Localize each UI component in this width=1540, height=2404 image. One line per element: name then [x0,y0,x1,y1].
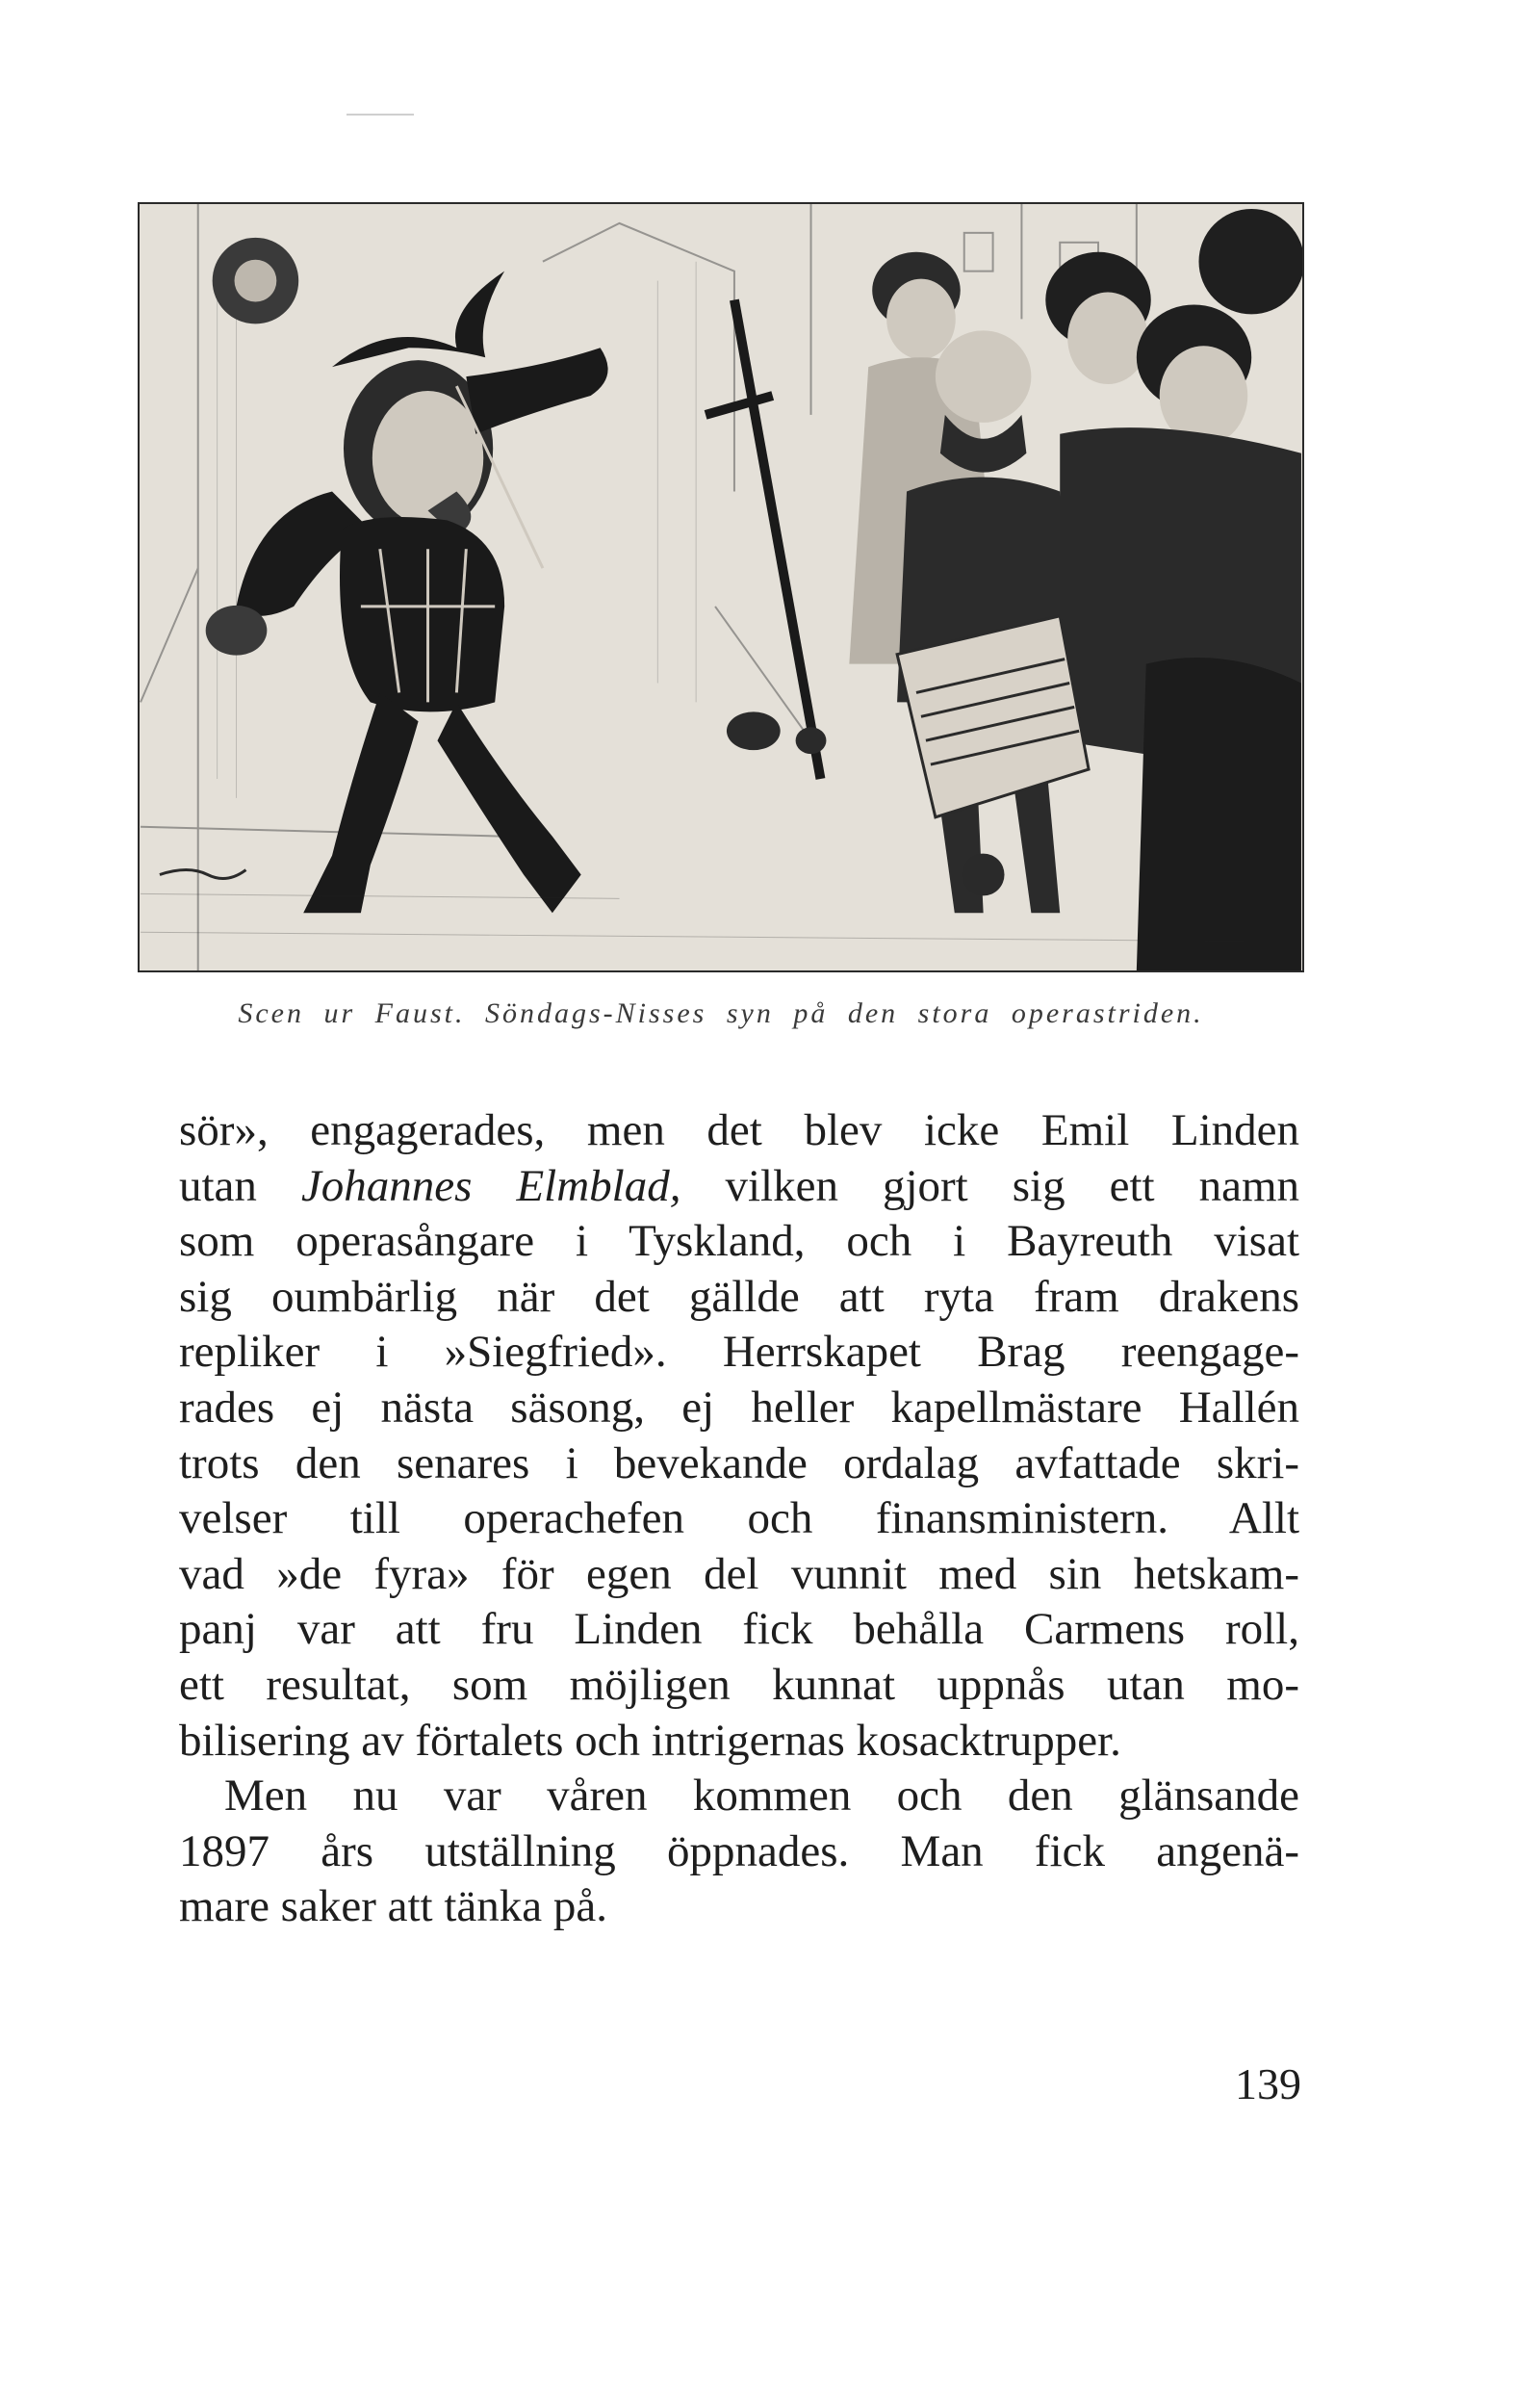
text-segment: panj var att fru Linden fick behålla Carmens roll, [179,1604,1299,1655]
text-line [179,1159,1299,1215]
text-line [179,1381,1299,1436]
text-segment: mare saker att tänka på. [179,1881,607,1932]
text-line [179,1491,1299,1547]
text-segment: sig oumbärlig när det gällde att ryta fram drakens [179,1271,1299,1322]
italic-name: Johannes Elmblad, [300,1160,681,1211]
text-segment: vad »de fyra» för egen del vunnit med sin hetskam- [179,1548,1299,1599]
text-segment: som operasångare i Tyskland, och i Bayreuth visat [179,1216,1299,1267]
text-segment: Men nu var våren kommen och den glänsande [224,1771,1299,1822]
text-segment: sör», engagerades, men det blev icke Emil Linden [179,1105,1299,1155]
text-line [179,1547,1299,1603]
caricature-drawing [140,204,1302,970]
text-line [179,1103,1299,1159]
page-number: 139 [1235,2059,1301,2108]
text-line [179,1602,1299,1658]
body-text [179,1103,1299,1935]
text-line [179,1714,1299,1770]
caricature-illustration [138,202,1304,972]
text-segment: rades ej nästa säsong, ej heller kapellmästare Hallén [179,1382,1299,1433]
text-segment: bilisering av förtalets och intrigernas kosacktrupper. [179,1715,1121,1766]
text-line [179,1824,1299,1880]
print-mark [346,114,414,116]
figure-caption: Scen ur Faust. Söndags-Nisses syn på den stora operastriden. [238,997,1204,1029]
text-line [179,1214,1299,1270]
text-segment: vilken gjort sig ett namn [680,1160,1300,1211]
text-line [179,1270,1299,1326]
text-line [179,1436,1299,1492]
text-line [179,1325,1299,1381]
text-segment: 1897 års utställning öppnades. Man fick angenä- [179,1825,1299,1876]
text-segment: velser till operachefen och finansministern. Allt [179,1493,1299,1544]
text-segment: trots den senares i bevekande ordalag avfattade skri- [179,1437,1299,1488]
text-segment: ett resultat, som möjligen kunnat uppnås utan mo- [179,1659,1299,1710]
text-segment: repliker i »Siegfried». Herrskapet Brag reengage- [179,1327,1299,1378]
text-line [179,1658,1299,1714]
text-segment: utan [179,1160,301,1211]
text-line [179,1769,1299,1824]
text-line [179,1879,1299,1935]
